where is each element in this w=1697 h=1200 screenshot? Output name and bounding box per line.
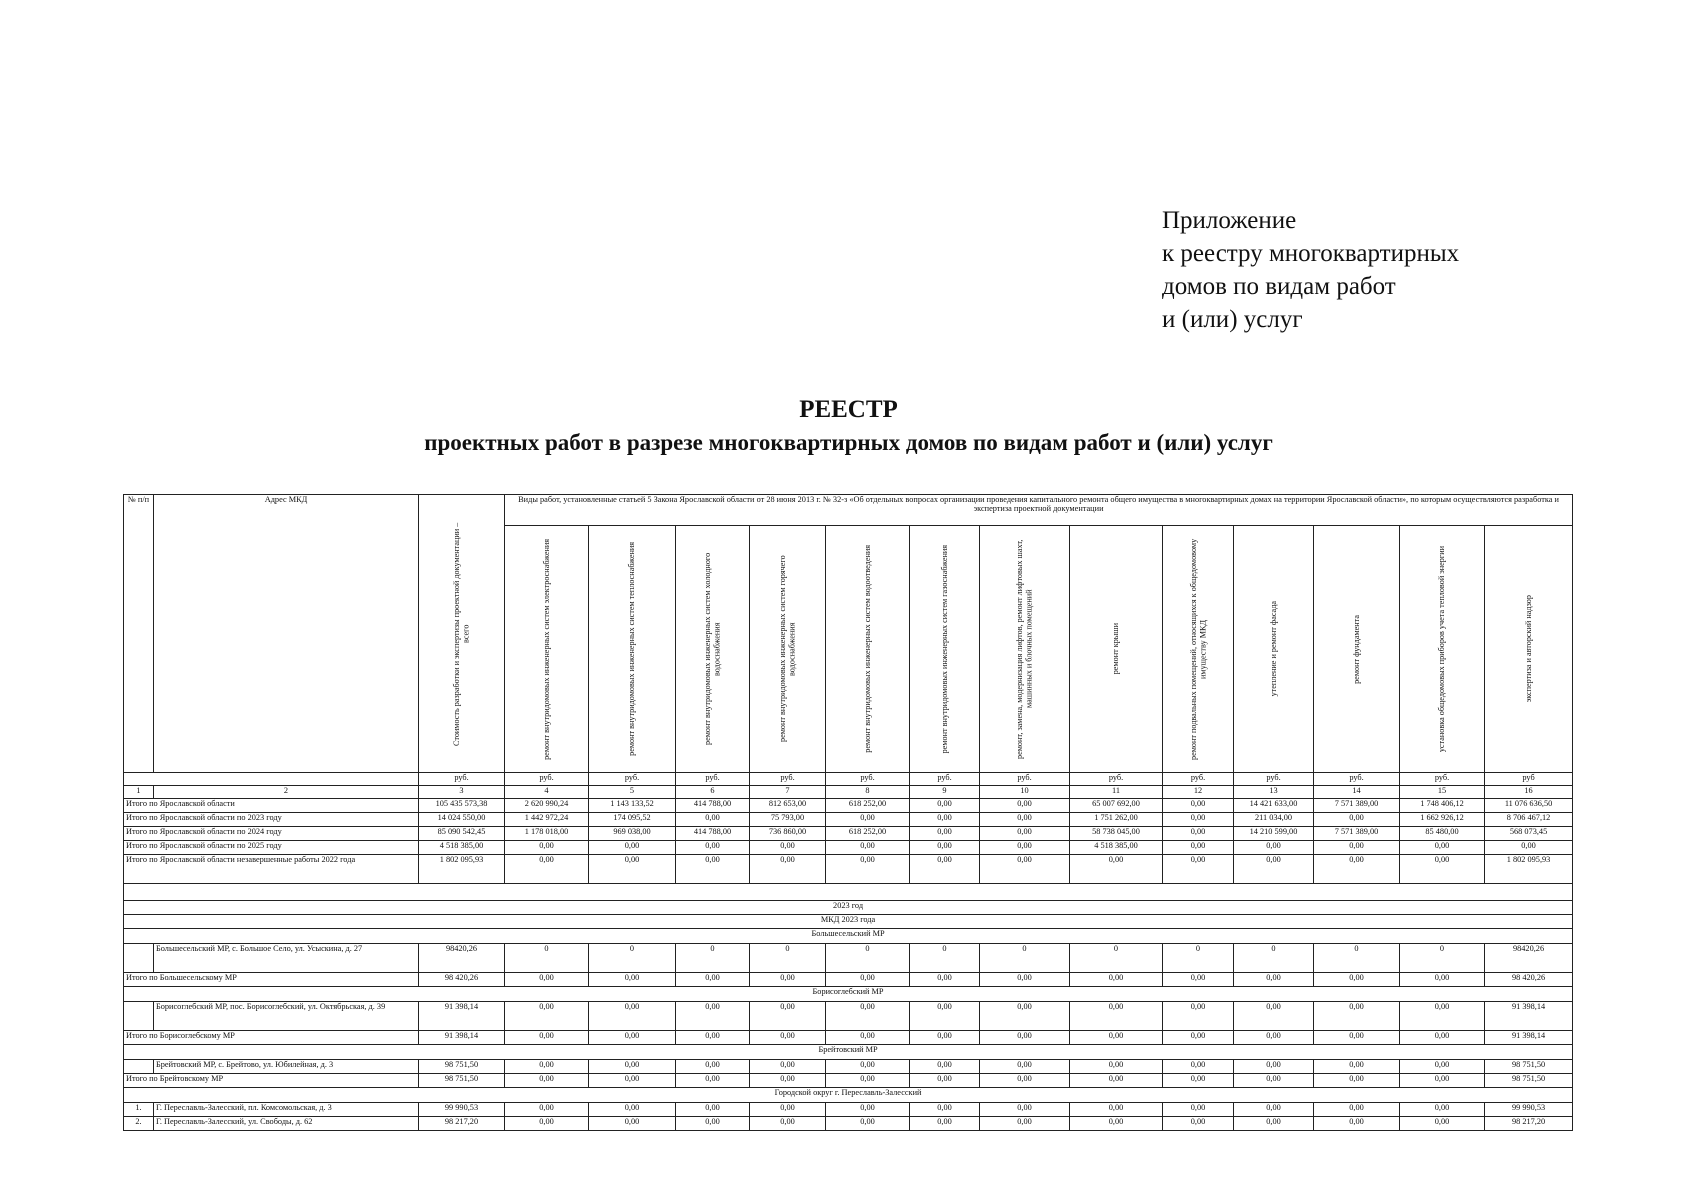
value-cell: 0,00	[1163, 841, 1234, 855]
value-cell: 85 480,00	[1400, 827, 1485, 841]
row-number	[124, 1060, 154, 1074]
value-cell: 0,00	[676, 1074, 750, 1088]
value-cell: 0,00	[676, 855, 750, 884]
value-cell: 0	[505, 944, 589, 973]
header-work-10: утепление и ремонт фасада	[1234, 526, 1314, 773]
value-cell: 0,00	[1163, 799, 1234, 813]
value-cell: 0,00	[505, 1074, 589, 1088]
header-work-3: ремонт внутридомовых инженерных систем холодного водоснабжения	[676, 526, 750, 773]
value-cell: 0,00	[589, 1103, 676, 1117]
value-cell: 0,00	[505, 855, 589, 884]
value-cell: 0,00	[980, 1117, 1070, 1131]
value-cell: 0,00	[505, 1103, 589, 1117]
value-cell: 0,00	[589, 855, 676, 884]
row-label: Итого по Ярославской области	[124, 799, 419, 813]
value-cell: 0,00	[1070, 1031, 1163, 1045]
value-cell: 0,00	[1234, 855, 1314, 884]
value-cell: 0,00	[980, 1002, 1070, 1031]
column-numbers-row	[124, 786, 1573, 799]
value-cell: 618 252,00	[826, 799, 910, 813]
value-cell: 99 990,53	[1485, 1103, 1573, 1117]
header-work-11: ремонт фундамента	[1314, 526, 1400, 773]
value-cell: 0,00	[589, 1002, 676, 1031]
value-cell: 0,00	[1234, 1060, 1314, 1074]
district-row-cell: Большесельский МР	[124, 929, 1573, 944]
column-number: 8	[826, 786, 910, 799]
value-cell: 0,00	[1070, 1074, 1163, 1088]
value-cell: 8 706 467,12	[1485, 813, 1573, 827]
house-address: Г. Переславль-Залесский, ул. Свободы, д. 62	[154, 1117, 419, 1131]
value-cell: 0,00	[750, 1031, 826, 1045]
value-cell: 1 662 926,12	[1400, 813, 1485, 827]
value-cell: 969 038,00	[589, 827, 676, 841]
row-label: Итого по Ярославской области по 2025 году	[124, 841, 419, 855]
district-row	[124, 929, 1573, 944]
value-cell: 1 802 095,93	[1485, 855, 1573, 884]
value-cell: 0,00	[589, 841, 676, 855]
value-cell: 0,00	[676, 973, 750, 987]
value-cell: 0,00	[1314, 1060, 1400, 1074]
unit-cell: руб.	[1314, 773, 1400, 786]
value-cell: 0,00	[1400, 1074, 1485, 1088]
value-cell: 0,00	[1163, 1031, 1234, 1045]
header-address: Адрес МКД	[154, 495, 419, 773]
value-cell: 0,00	[676, 841, 750, 855]
value-cell: 0,00	[1314, 1074, 1400, 1088]
value-cell: 0,00	[1314, 841, 1400, 855]
value-cell: 0,00	[750, 1074, 826, 1088]
header-work-types: Виды работ, установленные статьей 5 Закона Ярославской области от 28 июня 2013 г. № 32-з «Об отдельных вопросах организации проведения капитального ремонта общего имущества в многоквартирных домах на территории Ярославской области», по которым осуществляются разработка и экспертиза проектной документации	[505, 495, 1573, 526]
value-cell: 0	[826, 944, 910, 973]
value-cell: 0,00	[1400, 1002, 1485, 1031]
value-cell: 1 178 018,00	[505, 827, 589, 841]
value-cell: 14 210 599,00	[1234, 827, 1314, 841]
value-cell: 14 421 633,00	[1234, 799, 1314, 813]
value-cell: 2 620 990,24	[505, 799, 589, 813]
value-cell: 0,00	[980, 855, 1070, 884]
header-work-9: ремонт подвальных помещений, относящихся к общедомовому имуществу МКД	[1163, 526, 1234, 773]
summary-row	[124, 813, 1573, 827]
value-cell: 0,00	[910, 1117, 980, 1131]
row-number: 2.	[124, 1117, 154, 1131]
value-cell: 98 751,50	[419, 1074, 505, 1088]
district-row-cell: Брейтовский МР	[124, 1045, 1573, 1060]
column-number: 14	[1314, 786, 1400, 799]
value-cell: 0,00	[910, 827, 980, 841]
header-work-7: ремонт, замена, модернизация лифтов, ремонт лифтовых шахт, машинных и блочных помещений	[980, 526, 1070, 773]
value-cell: 4 518 385,00	[419, 841, 505, 855]
header-total-cost: Стоимость разработки и экспертизы проектной документации – всего	[419, 495, 505, 773]
value-cell: 0,00	[826, 855, 910, 884]
mkd-year-row	[124, 915, 1573, 929]
annex-caption	[1162, 204, 1459, 336]
header-work-13: экспертиза и авторский надзор	[1485, 526, 1573, 773]
value-cell: 0,00	[1400, 1060, 1485, 1074]
value-cell: 105 435 573,38	[419, 799, 505, 813]
column-number: 13	[1234, 786, 1314, 799]
row-label: Итого по Ярославской области по 2023 году	[124, 813, 419, 827]
value-cell: 0,00	[1400, 1117, 1485, 1131]
value-cell: 98 420,26	[1485, 973, 1573, 987]
units-empty	[124, 773, 419, 786]
value-cell: 0,00	[1234, 973, 1314, 987]
value-cell: 0,00	[750, 973, 826, 987]
value-cell: 1 802 095,93	[419, 855, 505, 884]
value-cell: 0	[1400, 944, 1485, 973]
row-label: Итого по Ярославской области по 2024 году	[124, 827, 419, 841]
header-row-top	[124, 495, 1573, 526]
value-cell: 0,00	[1314, 1031, 1400, 1045]
value-cell: 0,00	[826, 1031, 910, 1045]
value-cell: 0,00	[1400, 973, 1485, 987]
value-cell: 0,00	[910, 855, 980, 884]
value-cell: 91 398,14	[419, 1031, 505, 1045]
value-cell: 0,00	[1314, 855, 1400, 884]
column-number: 12	[1163, 786, 1234, 799]
column-number: 5	[589, 786, 676, 799]
row-label: Итого по Ярославской области незавершенные работы 2022 года	[124, 855, 419, 884]
row-label: Итого по Большесельскому МР	[124, 973, 419, 987]
column-number: 7	[750, 786, 826, 799]
column-number: 10	[980, 786, 1070, 799]
value-cell: 11 076 636,50	[1485, 799, 1573, 813]
value-cell: 0,00	[589, 1117, 676, 1131]
value-cell: 0,00	[1314, 1117, 1400, 1131]
value-cell: 0,00	[1485, 841, 1573, 855]
value-cell: 0,00	[1314, 813, 1400, 827]
value-cell: 0,00	[980, 827, 1070, 841]
value-cell: 736 860,00	[750, 827, 826, 841]
house-row	[124, 1103, 1573, 1117]
unit-cell: руб.	[750, 773, 826, 786]
value-cell: 58 738 045,00	[1070, 827, 1163, 841]
row-number	[124, 944, 154, 973]
value-cell: 0,00	[910, 799, 980, 813]
value-cell: 0,00	[1163, 1002, 1234, 1031]
value-cell: 4 518 385,00	[1070, 841, 1163, 855]
value-cell: 0,00	[1070, 973, 1163, 987]
value-cell: 0,00	[676, 1117, 750, 1131]
house-row	[124, 944, 1573, 973]
value-cell: 0,00	[1234, 841, 1314, 855]
value-cell: 98 217,20	[1485, 1117, 1573, 1131]
value-cell: 0,00	[1400, 1103, 1485, 1117]
value-cell: 65 007 692,00	[1070, 799, 1163, 813]
value-cell: 0,00	[505, 1060, 589, 1074]
spacer-cell	[124, 884, 1573, 901]
row-label: Итого по Борисоглебскому МР	[124, 1031, 419, 1045]
value-cell: 0,00	[1163, 1074, 1234, 1088]
value-cell: 0,00	[826, 841, 910, 855]
district-row	[124, 1088, 1573, 1103]
value-cell: 0	[750, 944, 826, 973]
value-cell: 0	[1070, 944, 1163, 973]
value-cell: 0,00	[910, 813, 980, 827]
column-number: 1	[124, 786, 154, 799]
value-cell: 0,00	[910, 1103, 980, 1117]
value-cell: 0,00	[750, 1002, 826, 1031]
value-cell: 0,00	[750, 1060, 826, 1074]
unit-cell: руб.	[1234, 773, 1314, 786]
summary-row	[124, 827, 1573, 841]
year-row-cell: 2023 год	[124, 901, 1573, 915]
value-cell: 0,00	[589, 1060, 676, 1074]
column-number: 6	[676, 786, 750, 799]
value-cell: 91 398,14	[1485, 1002, 1573, 1031]
units-row	[124, 773, 1573, 786]
header-work-5: ремонт внутридомовых инженерных систем водоотведения	[826, 526, 910, 773]
value-cell: 98 751,50	[419, 1060, 505, 1074]
value-cell: 0,00	[826, 973, 910, 987]
value-cell: 0,00	[1234, 1031, 1314, 1045]
value-cell: 1 143 133,52	[589, 799, 676, 813]
value-cell: 0	[1163, 944, 1234, 973]
value-cell: 0	[1314, 944, 1400, 973]
value-cell: 0,00	[750, 855, 826, 884]
district-row	[124, 987, 1573, 1002]
value-cell: 0,00	[1400, 841, 1485, 855]
value-cell: 0	[1234, 944, 1314, 973]
unit-cell: руб	[1485, 773, 1573, 786]
value-cell: 75 793,00	[750, 813, 826, 827]
header-work-2: ремонт внутридомовых инженерных систем теплоснабжения	[589, 526, 676, 773]
value-cell: 812 653,00	[750, 799, 826, 813]
header-work-12: установка общедомовых приборов учета тепловой энергии	[1400, 526, 1485, 773]
value-cell: 0,00	[910, 1060, 980, 1074]
value-cell: 0,00	[505, 1031, 589, 1045]
value-cell: 0,00	[826, 813, 910, 827]
value-cell: 0,00	[826, 1002, 910, 1031]
header-num: № п/п	[124, 495, 154, 773]
header-work-1: ремонт внутридомовых инженерных систем электроснабжения	[505, 526, 589, 773]
summary-row	[124, 799, 1573, 813]
value-cell: 85 090 542,45	[419, 827, 505, 841]
value-cell: 0,00	[589, 1074, 676, 1088]
value-cell: 98 217,20	[419, 1117, 505, 1131]
value-cell: 0,00	[589, 973, 676, 987]
row-number: 1.	[124, 1103, 154, 1117]
value-cell: 98420,26	[1485, 944, 1573, 973]
value-cell: 0	[589, 944, 676, 973]
year-row	[124, 901, 1573, 915]
unit-cell: руб.	[1400, 773, 1485, 786]
value-cell: 414 788,00	[676, 827, 750, 841]
value-cell: 0,00	[676, 1060, 750, 1074]
district-total-row	[124, 973, 1573, 987]
value-cell: 174 095,52	[589, 813, 676, 827]
value-cell: 0,00	[910, 973, 980, 987]
value-cell: 0,00	[750, 841, 826, 855]
value-cell: 0,00	[1234, 1074, 1314, 1088]
value-cell: 0,00	[1234, 1002, 1314, 1031]
district-total-row	[124, 1031, 1573, 1045]
value-cell: 98 751,50	[1485, 1074, 1573, 1088]
column-number: 3	[419, 786, 505, 799]
value-cell: 0,00	[1400, 855, 1485, 884]
value-cell: 0,00	[1070, 1002, 1163, 1031]
value-cell: 0,00	[750, 1117, 826, 1131]
annex-line: и (или) услуг	[1162, 306, 1303, 333]
registry-table	[123, 494, 1573, 1131]
value-cell: 0,00	[910, 1002, 980, 1031]
value-cell: 0,00	[980, 1031, 1070, 1045]
column-number: 11	[1070, 786, 1163, 799]
value-cell: 0,00	[1163, 973, 1234, 987]
row-label: Итого по Брейтовскому МР	[124, 1074, 419, 1088]
unit-cell: руб.	[505, 773, 589, 786]
value-cell: 14 024 550,00	[419, 813, 505, 827]
value-cell: 0,00	[910, 1074, 980, 1088]
value-cell: 0,00	[1163, 827, 1234, 841]
house-address: Борисоглебский МР, пос. Борисоглебский, ул. Октябрьская, д. 39	[154, 1002, 419, 1031]
summary-row	[124, 855, 1573, 884]
column-number: 9	[910, 786, 980, 799]
value-cell: 0,00	[1314, 973, 1400, 987]
header-work-4: ремонт внутридомовых инженерных систем горячего водоснабжения	[750, 526, 826, 773]
value-cell: 0,00	[826, 1117, 910, 1131]
summary-row	[124, 841, 1573, 855]
value-cell: 0,00	[1234, 1103, 1314, 1117]
value-cell: 0,00	[1163, 813, 1234, 827]
header-work-8: ремонт крыши	[1070, 526, 1163, 773]
value-cell: 211 034,00	[1234, 813, 1314, 827]
column-number: 4	[505, 786, 589, 799]
value-cell: 0,00	[910, 1031, 980, 1045]
value-cell: 0	[910, 944, 980, 973]
value-cell: 0,00	[980, 1060, 1070, 1074]
value-cell: 0,00	[1070, 1117, 1163, 1131]
value-cell: 0,00	[910, 841, 980, 855]
value-cell: 0,00	[676, 813, 750, 827]
spacer-row	[124, 884, 1573, 901]
unit-cell: руб.	[826, 773, 910, 786]
mkd-year-row-cell: МКД 2023 года	[124, 915, 1573, 929]
unit-cell: руб.	[676, 773, 750, 786]
value-cell: 0,00	[589, 1031, 676, 1045]
house-address: Большесельский МР, с. Большое Село, ул. Усыскина, д. 27	[154, 944, 419, 973]
value-cell: 0,00	[1163, 1060, 1234, 1074]
value-cell: 618 252,00	[826, 827, 910, 841]
value-cell: 98 420,26	[419, 973, 505, 987]
value-cell: 0,00	[505, 973, 589, 987]
document-subtitle: проектных работ в разрезе многоквартирных домов по видам работ и (или) услуг	[424, 430, 1273, 455]
value-cell: 0,00	[1314, 1002, 1400, 1031]
value-cell: 98 751,50	[1485, 1060, 1573, 1074]
header-work-6: ремонт внутридомовых инженерных систем газоснабжения	[910, 526, 980, 773]
value-cell: 0,00	[826, 1074, 910, 1088]
column-number: 15	[1400, 786, 1485, 799]
unit-cell: руб.	[419, 773, 505, 786]
value-cell: 0,00	[1163, 1103, 1234, 1117]
value-cell: 91 398,14	[1485, 1031, 1573, 1045]
district-row-cell: Городской округ г. Переславль-Залесский	[124, 1088, 1573, 1103]
value-cell: 414 788,00	[676, 799, 750, 813]
house-row	[124, 1060, 1573, 1074]
unit-cell: руб.	[1070, 773, 1163, 786]
value-cell: 0,00	[980, 1074, 1070, 1088]
value-cell: 0,00	[826, 1060, 910, 1074]
district-total-row	[124, 1074, 1573, 1088]
document-title: РЕЕСТР	[799, 396, 898, 423]
value-cell: 568 073,45	[1485, 827, 1573, 841]
column-number: 16	[1485, 786, 1573, 799]
value-cell: 7 571 389,00	[1314, 799, 1400, 813]
unit-cell: руб.	[1163, 773, 1234, 786]
unit-cell: руб.	[910, 773, 980, 786]
value-cell: 0,00	[1070, 1060, 1163, 1074]
row-number	[124, 1002, 154, 1031]
value-cell: 0,00	[505, 1002, 589, 1031]
value-cell: 0,00	[826, 1103, 910, 1117]
value-cell: 0,00	[980, 813, 1070, 827]
value-cell: 0,00	[1234, 1117, 1314, 1131]
value-cell: 1 442 972,24	[505, 813, 589, 827]
district-row-cell: Борисоглебский МР	[124, 987, 1573, 1002]
value-cell: 0	[980, 944, 1070, 973]
value-cell: 98420,26	[419, 944, 505, 973]
annex-line: Приложение	[1162, 207, 1297, 234]
value-cell: 0,00	[980, 1103, 1070, 1117]
value-cell: 0,00	[1400, 1031, 1485, 1045]
value-cell: 0,00	[676, 1002, 750, 1031]
value-cell: 0,00	[1070, 855, 1163, 884]
value-cell: 0,00	[1070, 1103, 1163, 1117]
column-number: 2	[154, 786, 419, 799]
value-cell: 0,00	[1163, 1117, 1234, 1131]
value-cell: 91 398,14	[419, 1002, 505, 1031]
annex-line: к реестру многоквартирных	[1162, 240, 1460, 267]
unit-cell: руб.	[980, 773, 1070, 786]
house-row	[124, 1002, 1573, 1031]
value-cell: 0,00	[1163, 855, 1234, 884]
value-cell: 0,00	[676, 1031, 750, 1045]
house-row	[124, 1117, 1573, 1131]
annex-line: домов по видам работ	[1162, 273, 1396, 300]
value-cell: 0	[676, 944, 750, 973]
value-cell: 0,00	[750, 1103, 826, 1117]
house-address: Г. Переславль-Залесский, пл. Комсомольская, д. 3	[154, 1103, 419, 1117]
value-cell: 0,00	[980, 799, 1070, 813]
value-cell: 0,00	[980, 973, 1070, 987]
value-cell: 0,00	[505, 1117, 589, 1131]
house-address: Брейтовский МР, с. Брейтово, ул. Юбилейная, д. 3	[154, 1060, 419, 1074]
value-cell: 0,00	[676, 1103, 750, 1117]
value-cell: 1 751 262,00	[1070, 813, 1163, 827]
district-row	[124, 1045, 1573, 1060]
value-cell: 0,00	[1314, 1103, 1400, 1117]
value-cell: 7 571 389,00	[1314, 827, 1400, 841]
value-cell: 1 748 406,12	[1400, 799, 1485, 813]
unit-cell: руб.	[589, 773, 676, 786]
value-cell: 0,00	[505, 841, 589, 855]
value-cell: 99 990,53	[419, 1103, 505, 1117]
value-cell: 0,00	[980, 841, 1070, 855]
